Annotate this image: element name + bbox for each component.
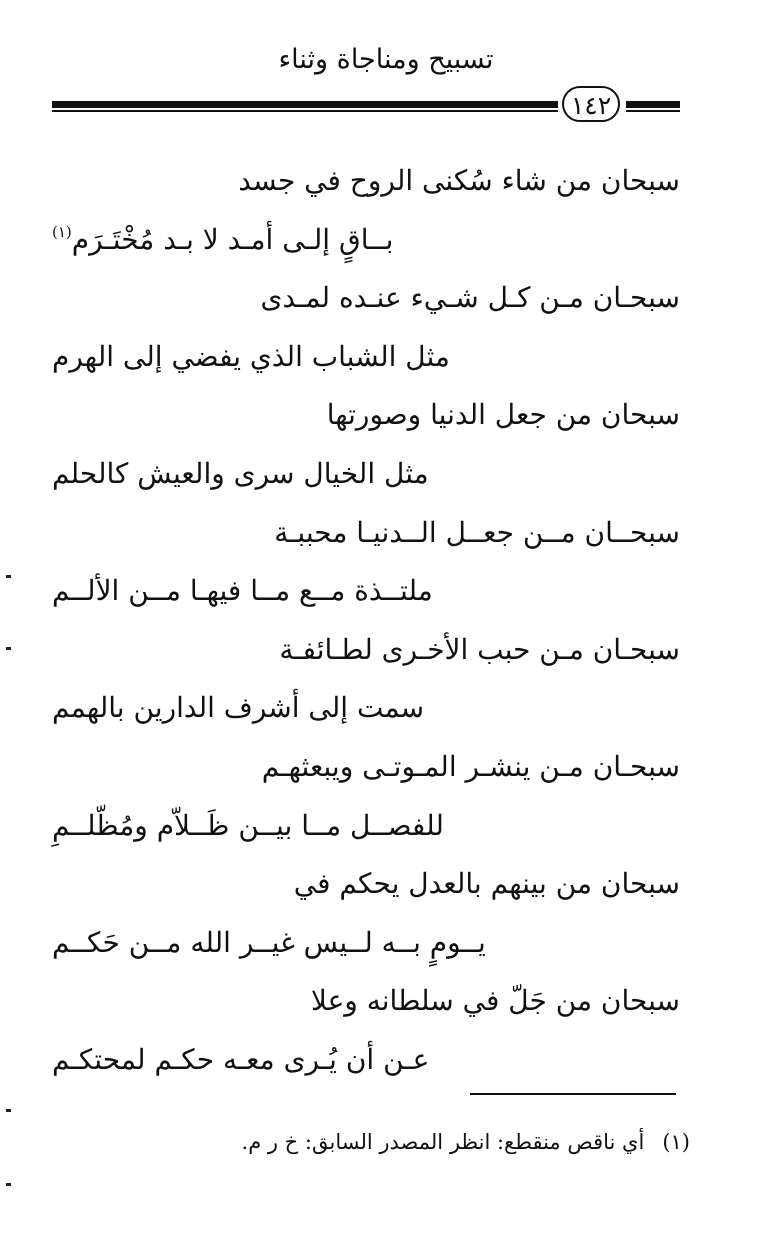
verse-2-second-hemistich: مثل الشباب الذي يفضي إلى الهرم <box>52 339 450 373</box>
header-rule <box>52 84 680 130</box>
verse-6-first-hemistich: سبحـان مـن ينشـر المـوتـى ويبعثهـم <box>261 749 680 783</box>
footnote-number: (١) <box>662 1130 690 1154</box>
footnote <box>242 1130 690 1154</box>
verse-6-second-hemistich: للفصــل مــا بيــن ظَــلاّم ومُظّلــمِ <box>52 808 444 842</box>
running-title: تسبيح ومناجاة وثناء <box>278 44 494 75</box>
verse-1-second-hemistich <box>52 211 680 270</box>
scan-mark <box>6 575 11 578</box>
verse-7-second-hemistich: يــومٍ بــه لــيس غيــر الله مــن حَكــم <box>52 925 486 959</box>
scan-mark <box>6 1183 11 1186</box>
verse-8-first-hemistich: سبحان من جَلّ في سلطانه وعلا <box>310 984 680 1018</box>
poem <box>52 152 680 1090</box>
scan-mark <box>6 647 11 650</box>
verse-4-second-hemistich: ملتــذة مــع مــا فيهـا مــن الألــم <box>52 574 433 608</box>
verse-5-second-hemistich: سمت إلى أشرف الدارين بالهمم <box>52 691 425 725</box>
header-rule-left <box>52 101 558 108</box>
verse-3-first-hemistich: سبحان من جعل الدنيا وصورتها <box>326 398 680 432</box>
verse-1-first-hemistich: سبحان من شاء سُكنى الروح في جسد <box>238 164 680 197</box>
verse-2-first-hemistich: سبحـان مـن كـل شـيء عنـده لمـدى <box>260 281 680 315</box>
footnote-text: أي ناقص منقطع: انظر المصدر السابق: خ ر م. <box>241 1130 645 1154</box>
page-number: ١٤٢ <box>562 86 620 122</box>
verse-4-first-hemistich: سبحــان مــن جعــل الــدنيـا محببـة <box>274 515 680 549</box>
verse-5-first-hemistich: سبحـان مـن حبب الأخـرى لطـائفـة <box>279 632 680 666</box>
header-rule-right <box>626 101 680 108</box>
scan-mark <box>6 1109 11 1112</box>
verse-3-second-hemistich: مثل الخيال سرى والعيش كالحلم <box>52 456 429 490</box>
verse-7-first-hemistich: سبحان من بينهم بالعدل يحكم في <box>293 867 680 901</box>
verse-8-second-hemistich: عـن أن يُـرى معـه حكـم لمحتكـم <box>52 1042 430 1076</box>
footnote-separator <box>470 1093 676 1095</box>
verse-1-second-text: بــاقٍ إلـى أمـد لا بـد مُخْتَـرَم <box>71 222 394 256</box>
footnote-reference: (١) <box>52 222 72 241</box>
